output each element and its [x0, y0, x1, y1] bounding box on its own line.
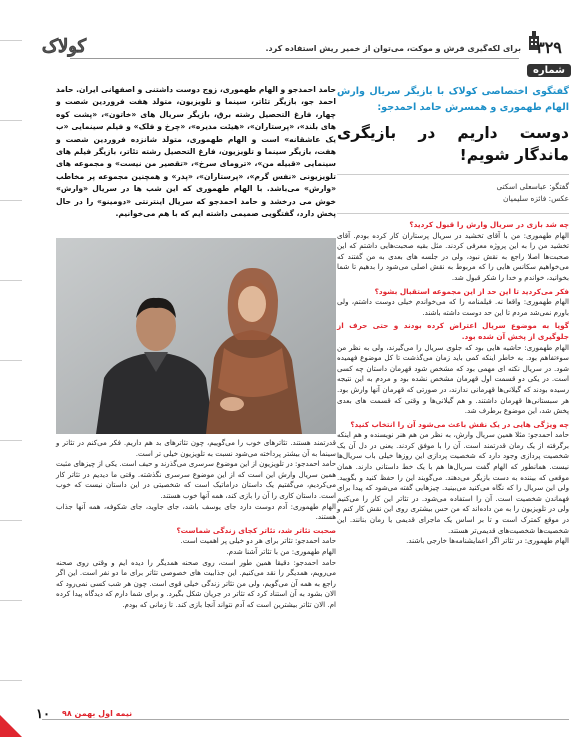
couple-photo	[56, 238, 336, 434]
issue-label: شماره	[527, 64, 571, 77]
bar-tick	[0, 120, 22, 121]
kolak-logo	[28, 28, 100, 62]
issue-badge	[523, 34, 575, 82]
question: گویا به موضوع سریال اعتراض کرده بودند و حتی حرف از جلوگیری از پخش آن شده بود.	[337, 321, 569, 341]
bar-tick	[0, 440, 22, 441]
answer: حامد احمدجو: مثلا همین سریال وارش، به نظر من هم هنر نویسنده و هم اینکه برگرفته از یک رمان قدرتمند است. آن را با موفق کردند. یعنی در دل آن یک شخصیت پردازی وجود دارد که شخصیت پردازی این روزها خیلی باب سریال‌ها نیست. همانطور که الهام گفت سریال‌ها هم با یک خط داستانی دارند. همان موقعی که بیننده به دست بازیگر می‌دهند. می‌گویند این را حفظ کنید و بگویید. ولی این سریال را که نگاه می‌کنید می‌بینید. چیزهایی گفته می‌شود که پیدا برای فهماندن شخصیت است. آن را استفاده می‌شود. در تئاتر این کار را می‌کنیم ولی در تلویزیون را به من داده‌اند که من حس بیشتری روی این نقش کار کنم و در موقع کمترک است و تا بر اساس یک ماجرای قدیمی یا رمان بنانند. این شخصیت‌ها شخصیت‌های قدیمی‌تر هستند.	[337, 430, 569, 535]
article-headline: دوست داریم در بازیگری ماندگار شویم!	[337, 124, 569, 164]
header-rule	[70, 58, 519, 59]
credits-divider	[337, 213, 569, 214]
footer-corner-triangle	[0, 715, 22, 737]
bar-tick	[0, 520, 22, 521]
credit-photographer: عکس: فائزه سلیمیان	[503, 194, 569, 203]
answer: حامد احمدجو: در تلویزیون از این موضوع سرسری می‌گذرند و حیف است. یکی از چیزهای مثبت همین سریال وارش این است که از این موضوع سرسری نگذشته. وقتی ما ديدیم در تئاتر کار می‌کردیم، می‌گفتیم یک داستان دراماتیک است که شخصیتی در این داستان نیست که خوب است. داستان کاری را آن را بازی کند، همه آنها خوب هستند.	[56, 459, 336, 500]
answer: الهام طهموری: واقعا نه. فیلمنامه را که می‌خواندم خیلی دوست داشتم، ولی باورم نمی‌شد مردم تا این حد دوست داشته باشند.	[337, 297, 569, 317]
bar-tick	[0, 600, 22, 601]
answer: الهام طهموری: آدم دوست دارد جای یوسف باشد، جای جاوید، جای شکوفه، همه آنها جذاب هستند.	[56, 501, 336, 522]
question: چه ویژگی هایی در یک نقش باعث می‌شود آن را انتخاب کنید؟	[350, 419, 569, 429]
left-column-bottom	[56, 438, 336, 611]
issue-number: ۳۲۹	[536, 38, 562, 57]
question: چه شد بازی در سریال وارش را قبول کردید؟	[409, 220, 569, 229]
article-lede: گفتگوی اختصاصی کولاک با بازیگر سریال وارش الهام طهموری و همسرش حامد احمدجو:	[337, 86, 569, 113]
header-tip: برای لکه‌گیری فرش و موکت، می‌توان از خمیر ریش استفاده کرد.	[265, 44, 521, 53]
intro-block	[56, 84, 336, 220]
footer-rule	[42, 719, 569, 720]
question: صحبت تئاتر شد، تئاتر کجای زندگی شماست؟	[176, 525, 336, 535]
page-number: ۱۰	[36, 707, 50, 722]
answer: الهام طهموری: حاشیه هایی بود که جلوی سریال را می‌گیرند، ولی به نظر من سوءتفاهم بود. به خاطر اینکه کمی باید زمان می‌گذشت تا کل موضوع فهمیده شود. در سریال نکته ای مهمی بود که مشخص شود قهرمان داستان چه کسی است. در یکی دو قسمت اول قهرمان مشخص نشده بود و مردم به این نتیجه رسیده بودند که گیلانی‌ها قهرمانی ندارند، در صورتی که قهرمان آنها وارش بود. هر سبستانی‌ها قهرمان داشتند. و هم گیلانی‌ها و وقتی که قسمت های بعدی پخش شد، این موضوع برطرف شد.	[337, 342, 569, 416]
article-intro: حامد احمدجو و الهام طهموری، زوج دوست داشتنی و اصفهانی ایران. حامد احمد جو، بازیگر تئاتر، سینما و تلویزیون، متولد هفت فروردین شصت و چهار، فارغ التحصیل رشته برق، بازیگر سریال های «خاتون»، «پشت کوه های بلند»، «پرستاران»، «هیئت مدیره»، «چرخ و فلک» و فیلم سینمایی «ب یک عاشقانه» است و الهام طهموری، متولد شانزده فروردین شصت و هفت، بازیگر سینما و تلویزیون، فارغ التحصیل رشته تئاتر، بازیگر فیلم های سینمایی «قبیله من»، «ترومای سرخ»، «تقصیر من نیست» و مجموعه های تلویزیونی «نفس گرم»، «پرستاران»، «پدر» و همچنین مجموعه پر مخاطب «وارش» می‌باشد. با الهام طهموری که این شب ها در سریال «وارش» خوش می درخشد و حامد احمدجو که سریال اینترنتی «دومینو» را در حال پخش دارد، گفتگویی صمیمی داشته ایم که با هم می‌خوانیم.	[56, 85, 336, 219]
answer: الهام طهموری: من با آقای تخشید در سریال پرستاران کار کرده بودم. آقای تخشید من را به این پروژه معرفی کردند. مثل بقیه صحبت‌هایی داشتم که این صحبت‌ها اصلا راجع به نقش نبود، ولی در جلسه های بعدی به من گفتند که می‌خواهیم سکانس هایی را که مربوط به نقش اصلی می‌شود را بدهیم تا شما بخوانید، خواندم و خدا را شکر قبول شد.	[337, 230, 569, 282]
right-column	[337, 84, 569, 547]
bar-tick	[0, 280, 22, 281]
footer-issue-date: نیمه اول بهمن ۹۸	[62, 709, 133, 718]
question: فکر می‌کردید تا این حد از این مجموعه استقبال بشود؟	[374, 286, 569, 296]
bar-tick	[0, 680, 22, 681]
left-margin-bar	[0, 0, 22, 737]
bar-tick	[0, 40, 22, 41]
bar-tick	[0, 360, 22, 361]
answer: حامد احمدجو: تئاتر برای هر دو خیلی پر اهمیت است. الهام طهموری: من با تئاتر آشنا شدم. حامد احمدجو: دقیقا همین طور است، روی صحنه همدیگر را دیده ایم و وقتی روی صحنه می‌رویم، همدیگر را نقد می‌کنیم. این جذابیت های خصوصی تئاتر برای ما دو نفر است. این اگر راجع به همه آن می‌گویم، ولی من تئاتر زندگی خیلی قوی است. چون هر شب کسی نمی‌رود که الان بشود به آن استناد کرد که تئاتر در جریان شکل بگیرد. و برای شما دارم که دیدگاه پیدا کرده ام. الان تئاتر بیشترین است که آدم نتواند آنجا بازی کند. تا زمانی که بودم.	[56, 536, 336, 609]
page-footer	[0, 703, 581, 737]
answer: الهام طهموری: در تئاتر اگر اعمایشنامه‌ها خارجی باشند.	[406, 536, 569, 546]
credit-interviewer: گفتگو: عباسعلی اسکتی	[496, 182, 569, 191]
bar-tick	[0, 200, 22, 201]
svg-text:کولاک: کولاک	[41, 36, 87, 57]
headline-divider	[337, 174, 569, 175]
couple-photo-illustration	[56, 238, 336, 434]
answer: قدرتمند هستند. تئاترهای خوب را می‌گوییم، چون تئاترهای بد هم داریم. فکر می‌کنم در تئاتر و سینما به آن بیشتر پرداخته می‌شود نسبت به تلویزیون خیلی تر است.	[56, 438, 336, 458]
